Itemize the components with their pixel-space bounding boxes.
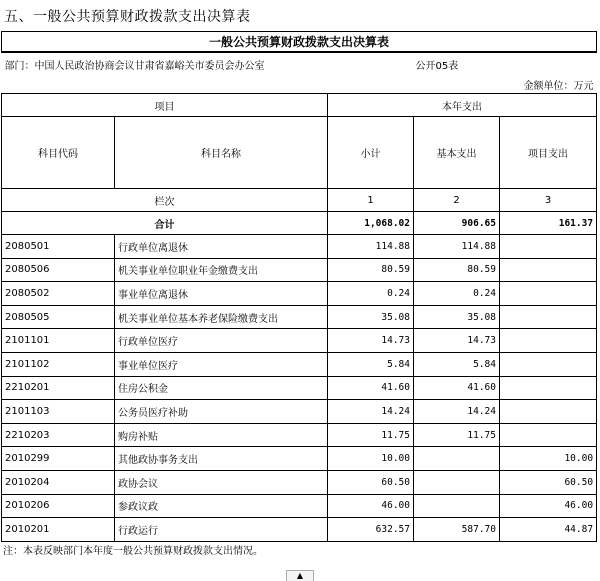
cell-subtotal: 35.08 <box>328 305 414 329</box>
page-heading: 五、一般公共预算财政拨款支出决算表 <box>4 9 251 25</box>
cell-name: 公务员医疗补助 <box>115 400 328 424</box>
cell-subtotal: 46.00 <box>328 494 414 518</box>
cell-name: 行政单位医疗 <box>115 329 328 353</box>
header-current-year: 本年支出 <box>328 94 597 117</box>
cell-project: 60.50 <box>500 470 597 494</box>
table-row <box>2 423 597 447</box>
cell-project: 46.00 <box>500 494 597 518</box>
cell-basic: 5.84 <box>414 352 500 376</box>
cell-code: 2101103 <box>2 400 115 424</box>
cell-subtotal: 80.59 <box>328 258 414 282</box>
cell-code: 2101101 <box>2 329 115 353</box>
cell-name: 政协会议 <box>115 470 328 494</box>
cell-basic: 14.73 <box>414 329 500 353</box>
header-code: 科目代码 <box>2 117 115 189</box>
table-row <box>2 518 597 542</box>
cell-name: 其他政协事务支出 <box>115 447 328 471</box>
cell-project <box>500 400 597 424</box>
cell-code: 2080502 <box>2 282 115 306</box>
total-basic: 906.65 <box>414 212 500 235</box>
cell-basic: 11.75 <box>414 423 500 447</box>
cell-name: 行政运行 <box>115 518 328 542</box>
form-number: 公开05表 <box>415 60 459 72</box>
cell-code: 2010206 <box>2 494 115 518</box>
cell-subtotal: 60.50 <box>328 470 414 494</box>
cell-name: 事业单位离退休 <box>115 282 328 306</box>
table-note: 注：本表反映部门本年度一般公共预算财政拨款支出情况。 <box>3 545 263 557</box>
table-row <box>2 305 597 329</box>
cell-project <box>500 329 597 353</box>
cell-basic: 14.24 <box>414 400 500 424</box>
cell-code: 2210201 <box>2 376 115 400</box>
total-subtotal: 1,068.02 <box>328 212 414 235</box>
cell-subtotal: 10.00 <box>328 447 414 471</box>
header-item: 项目 <box>2 94 328 117</box>
cell-code: 2010204 <box>2 470 115 494</box>
cell-basic: 35.08 <box>414 305 500 329</box>
cell-name: 机关事业单位基本养老保险缴费支出 <box>115 305 328 329</box>
table-row <box>2 329 597 353</box>
column-1: 1 <box>328 189 414 212</box>
table-row <box>2 235 597 259</box>
table-row <box>2 352 597 376</box>
total-label: 合计 <box>2 212 328 235</box>
department-label: 部门：中国人民政治协商会议甘肃省嘉峪关市委员会办公室 <box>4 60 265 72</box>
cell-project: 44.87 <box>500 518 597 542</box>
cell-subtotal: 14.24 <box>328 400 414 424</box>
cell-subtotal: 632.57 <box>328 518 414 542</box>
header-basic: 基本支出 <box>414 117 500 189</box>
total-project: 161.37 <box>500 212 597 235</box>
cell-name: 住房公积金 <box>115 376 328 400</box>
cell-code: 2080501 <box>2 235 115 259</box>
cell-code: 2101102 <box>2 352 115 376</box>
cell-code: 2210203 <box>2 423 115 447</box>
cell-subtotal: 14.73 <box>328 329 414 353</box>
cell-code: 2080506 <box>2 258 115 282</box>
cell-project <box>500 305 597 329</box>
cell-project <box>500 235 597 259</box>
cell-basic <box>414 447 500 471</box>
table-row <box>2 258 597 282</box>
header-project: 项目支出 <box>500 117 597 189</box>
column-2: 2 <box>414 189 500 212</box>
table-row <box>2 376 597 400</box>
table-row <box>2 447 597 471</box>
cell-project: 10.00 <box>500 447 597 471</box>
cell-basic <box>414 470 500 494</box>
cell-subtotal: 114.88 <box>328 235 414 259</box>
cell-name: 事业单位医疗 <box>115 352 328 376</box>
cell-project <box>500 282 597 306</box>
cell-name: 机关事业单位职业年金缴费支出 <box>115 258 328 282</box>
cell-code: 2010299 <box>2 447 115 471</box>
table-row <box>2 400 597 424</box>
cell-project <box>500 423 597 447</box>
page-tab[interactable]: ▲ <box>286 570 314 581</box>
cell-code: 2010201 <box>2 518 115 542</box>
cell-basic <box>414 494 500 518</box>
cell-subtotal: 11.75 <box>328 423 414 447</box>
cell-basic: 0.24 <box>414 282 500 306</box>
cell-project <box>500 352 597 376</box>
header-name: 科目名称 <box>115 117 328 189</box>
cell-subtotal: 5.84 <box>328 352 414 376</box>
table-row <box>2 282 597 306</box>
cell-name: 参政议政 <box>115 494 328 518</box>
cell-subtotal: 0.24 <box>328 282 414 306</box>
unit-label: 金额单位：万元 <box>523 80 594 92</box>
cell-basic: 80.59 <box>414 258 500 282</box>
cell-subtotal: 41.60 <box>328 376 414 400</box>
table-row <box>2 494 597 518</box>
budget-sheet <box>1 31 596 564</box>
cell-project <box>500 376 597 400</box>
header-subtotal: 小计 <box>328 117 414 189</box>
column-3: 3 <box>500 189 597 212</box>
cell-basic: 587.70 <box>414 518 500 542</box>
total-row <box>2 212 597 235</box>
cell-name: 行政单位离退休 <box>115 235 328 259</box>
cell-basic: 114.88 <box>414 235 500 259</box>
table-row <box>2 470 597 494</box>
table-title: 一般公共预算财政拨款支出决算表 <box>2 32 597 53</box>
column-label: 栏次 <box>2 189 328 212</box>
cell-code: 2080505 <box>2 305 115 329</box>
cell-name: 购房补贴 <box>115 423 328 447</box>
cell-basic: 41.60 <box>414 376 500 400</box>
expenditure-table <box>1 31 597 542</box>
cell-project <box>500 258 597 282</box>
